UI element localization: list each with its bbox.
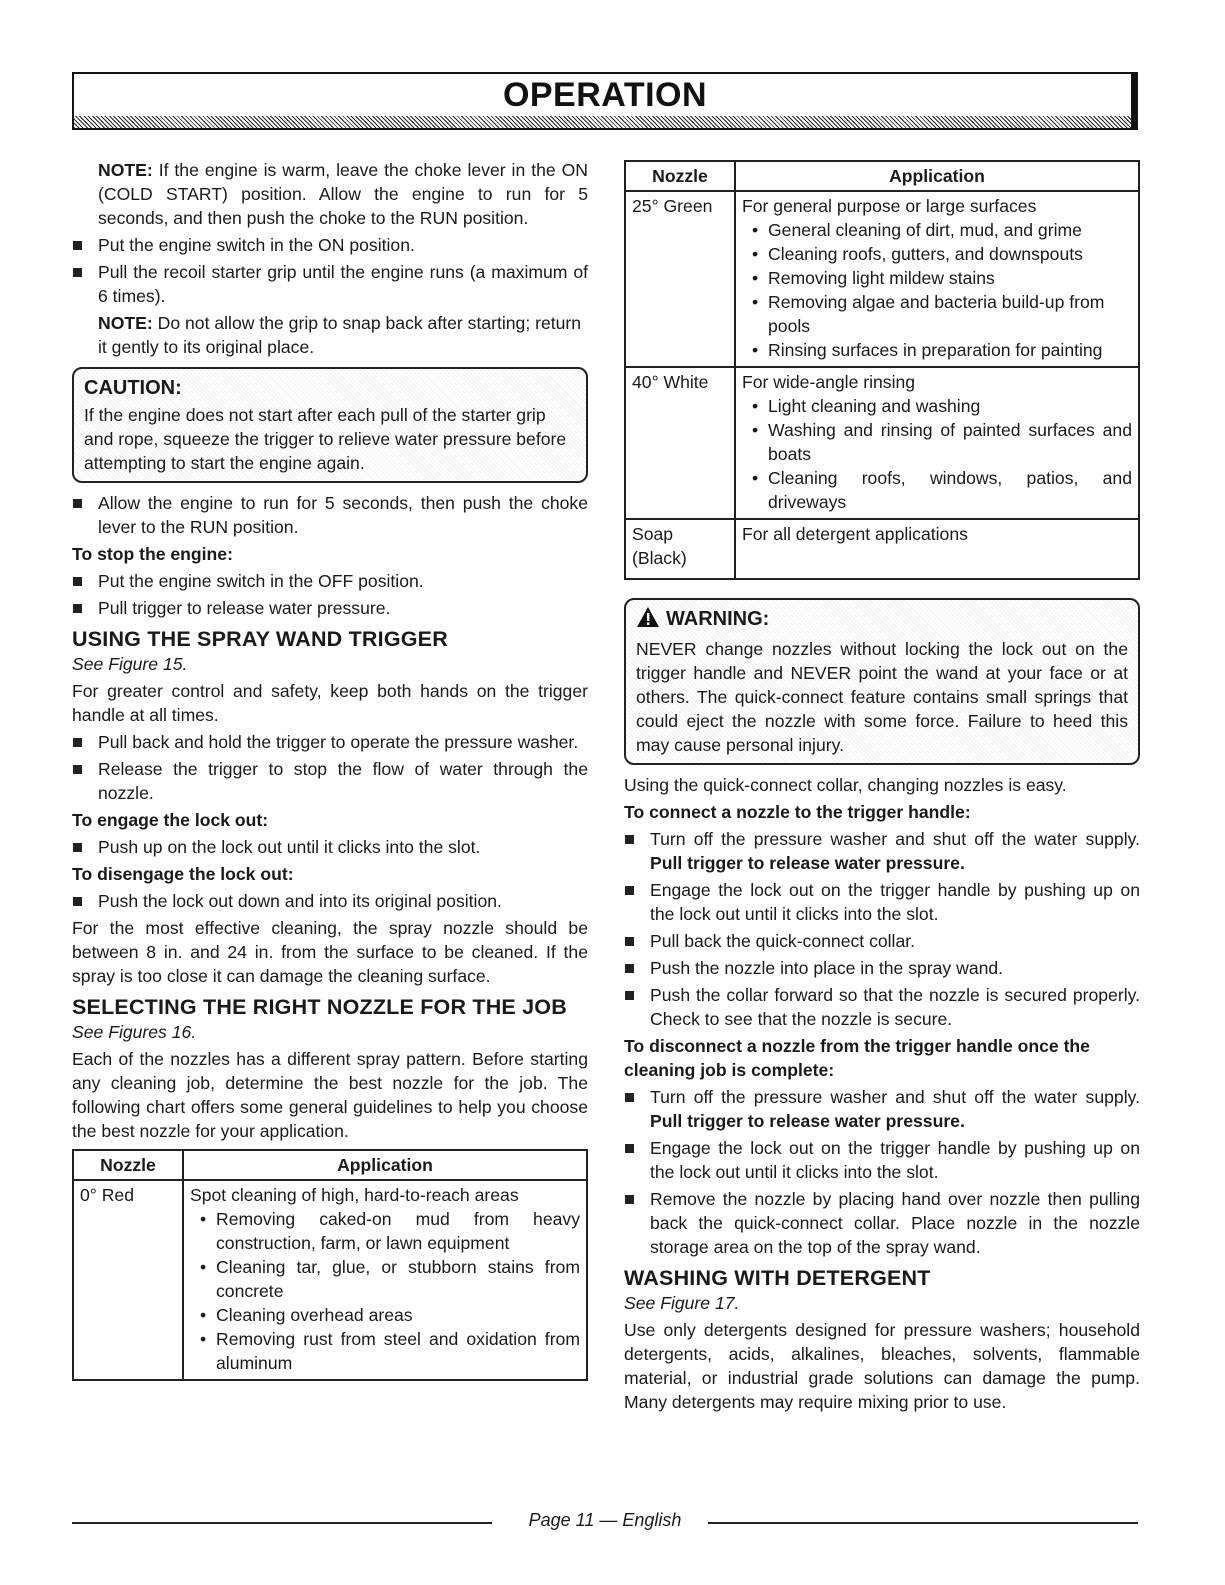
- list-item: Turn off the pressure washer and shut off the water supply. Pull trigger to release water pressure.: [624, 1085, 1140, 1133]
- list-item: Pull back the quick-connect collar.: [624, 929, 1140, 953]
- list-item: • Removing light mildew stains: [742, 266, 1132, 290]
- list-item: Engage the lock out on the trigger handle by pushing up on the lock out until it clicks into the slot.: [624, 1136, 1140, 1184]
- column-header-nozzle: Nozzle: [73, 1150, 183, 1180]
- detergent-heading: WASHING WITH DETERGENT: [624, 1266, 931, 1290]
- list-item: Engage the lock out on the trigger handle by pushing up on the lock out until it clicks into the slot.: [624, 878, 1140, 926]
- list-item: Push the collar forward so that the nozzle is secured properly. Check to see that the nozzle is secure.: [624, 983, 1140, 1031]
- quick-connect-paragraph: Using the quick-connect collar, changing nozzles is easy.: [624, 775, 1067, 795]
- warning-triangle-icon: [636, 606, 660, 635]
- disengage-lockout-heading: To disengage the lock out:: [72, 864, 294, 884]
- footer-page-label: Page 11 — English: [72, 1510, 1138, 1531]
- table-row: [73, 1180, 587, 1380]
- detergent-paragraph: Use only detergents designed for pressure washers; household detergents, acids, alkalines, bleaches, solvents, flammable material, or industrial grade solutions can damage the pump. Many detergents may require mixing prior to use.: [624, 1320, 1140, 1412]
- figure-ref: See Figure 17.: [624, 1293, 740, 1313]
- application-lead: For all detergent applications: [742, 524, 968, 544]
- nozzle-cell: 25° Green: [625, 191, 735, 367]
- list-item: Turn off the pressure washer and shut off the water supply. Pull trigger to release water pressure.: [624, 827, 1140, 875]
- page-title: OPERATION: [502, 76, 708, 114]
- list-item: Pull the recoil starter grip until the engine runs (a maximum of 6 times).: [72, 260, 588, 308]
- note-warm-engine: NOTE: If the engine is warm, leave the choke lever in the ON (COLD START) position. Allow the engine to run for 5 seconds, and then push the choke to the RUN position.: [98, 160, 588, 228]
- list-item: • Cleaning tar, glue, or stubborn stains from concrete: [190, 1255, 580, 1303]
- nozzle-cell: 40° White: [625, 367, 735, 519]
- connect-nozzle-heading: To connect a nozzle to the trigger handle:: [624, 802, 971, 822]
- column-header-nozzle: Nozzle: [625, 161, 735, 191]
- list-item: • Cleaning overhead areas: [190, 1303, 580, 1327]
- list-item: • Light cleaning and washing: [742, 394, 1132, 418]
- list-item: • Cleaning roofs, windows, patios, and driveways: [742, 466, 1132, 514]
- right-column: [624, 158, 1140, 1417]
- warning-heading: [636, 606, 1128, 635]
- application-lead: For general purpose or large surfaces: [742, 196, 1037, 216]
- note-grip: NOTE: Do not allow the grip to snap back after starting; return it gently to its original place.: [98, 313, 582, 357]
- list-item: Allow the engine to run for 5 seconds, then push the choke lever to the RUN position.: [72, 491, 588, 539]
- section-header: [72, 72, 1138, 130]
- table-row: [625, 191, 1139, 367]
- warning-title: WARNING:: [666, 608, 770, 630]
- nozzle-cell: Soap (Black): [625, 519, 735, 579]
- figure-ref: See Figures 16.: [72, 1022, 197, 1042]
- list-item: Release the trigger to stop the flow of water through the nozzle.: [72, 757, 588, 805]
- stop-engine-heading: To stop the engine:: [72, 544, 233, 564]
- effective-cleaning-paragraph: For the most effective cleaning, the spray nozzle should be between 8 in. and 24 in. from the surface to be cleaned. If the spray is too close it can damage the cleaning surface.: [72, 918, 588, 986]
- list-item: • General cleaning of dirt, mud, and grime: [742, 218, 1132, 242]
- select-paragraph: Each of the nozzles has a different spray pattern. Before starting any cleaning job, determine the best nozzle for the job. The following chart offers some general guidelines to help you choose the best nozzle for your application.: [72, 1049, 588, 1141]
- application-cell: [183, 1180, 587, 1380]
- nozzle-table-right: [624, 160, 1140, 580]
- list-item: Pull trigger to release water pressure.: [72, 596, 588, 620]
- figure-ref: See Figure 15.: [72, 654, 188, 674]
- spray-wand-heading: USING THE SPRAY WAND TRIGGER: [72, 627, 448, 651]
- disconnect-nozzle-heading: To disconnect a nozzle from the trigger handle once the cleaning job is complete:: [624, 1036, 1090, 1080]
- list-item: • Removing caked-on mud from heavy construction, farm, or lawn equipment: [190, 1207, 580, 1255]
- caution-box: [72, 367, 588, 483]
- warning-box: [624, 598, 1140, 765]
- page-footer: [72, 1508, 1138, 1538]
- column-header-application: Application: [183, 1150, 587, 1180]
- list-item: Remove the nozzle by placing hand over nozzle then pulling back the quick-connect collar. Place nozzle in the nozzle storage area on the top of the spray wand.: [624, 1187, 1140, 1259]
- list-item: • Removing algae and bacteria build-up from pools: [742, 290, 1132, 338]
- column-header-application: Application: [735, 161, 1139, 191]
- list-item: • Cleaning roofs, gutters, and downspouts: [742, 242, 1132, 266]
- table-row: [625, 367, 1139, 519]
- nozzle-cell: 0° Red: [73, 1180, 183, 1380]
- warning-text: NEVER change nozzles without locking the lock out on the trigger handle and NEVER point the wand at your face or at others. The quick-connect feature contains small springs that could eject the nozzle with some force. Failure to heed this may cause personal injury.: [636, 639, 1128, 755]
- list-item: • Removing rust from steel and oxidation from aluminum: [190, 1327, 580, 1375]
- list-item: Pull back and hold the trigger to operate the pressure washer.: [72, 730, 588, 754]
- spray-paragraph: For greater control and safety, keep both hands on the trigger handle at all times.: [72, 681, 588, 725]
- list-item: • Washing and rinsing of painted surfaces and boats: [742, 418, 1132, 466]
- list-item: Put the engine switch in the OFF position.: [72, 569, 588, 593]
- caution-title: CAUTION:: [84, 377, 182, 399]
- list-item: Push the lock out down and into its original position.: [72, 889, 588, 913]
- caution-text: If the engine does not start after each pull of the starter grip and rope, squeeze the trigger to relieve water pressure before attempting to start the engine again.: [84, 405, 567, 473]
- select-nozzle-heading: SELECTING THE RIGHT NOZZLE FOR THE JOB: [72, 995, 567, 1019]
- table-row: [625, 519, 1139, 579]
- application-lead: For wide-angle rinsing: [742, 372, 916, 392]
- list-item: Push up on the lock out until it clicks into the slot.: [72, 835, 588, 859]
- list-item: Push the nozzle into place in the spray wand.: [624, 956, 1140, 980]
- header-stripe: [74, 116, 1136, 128]
- application-cell: [735, 191, 1139, 367]
- application-cell: [735, 367, 1139, 519]
- application-cell: [735, 519, 1139, 579]
- list-item: • Rinsing surfaces in preparation for painting: [742, 338, 1132, 362]
- left-column: [72, 158, 588, 1381]
- application-lead: Spot cleaning of high, hard-to-reach areas: [190, 1185, 519, 1205]
- list-item: Put the engine switch in the ON position.: [72, 233, 588, 257]
- nozzle-table-left: [72, 1149, 588, 1381]
- engage-lockout-heading: To engage the lock out:: [72, 810, 269, 830]
